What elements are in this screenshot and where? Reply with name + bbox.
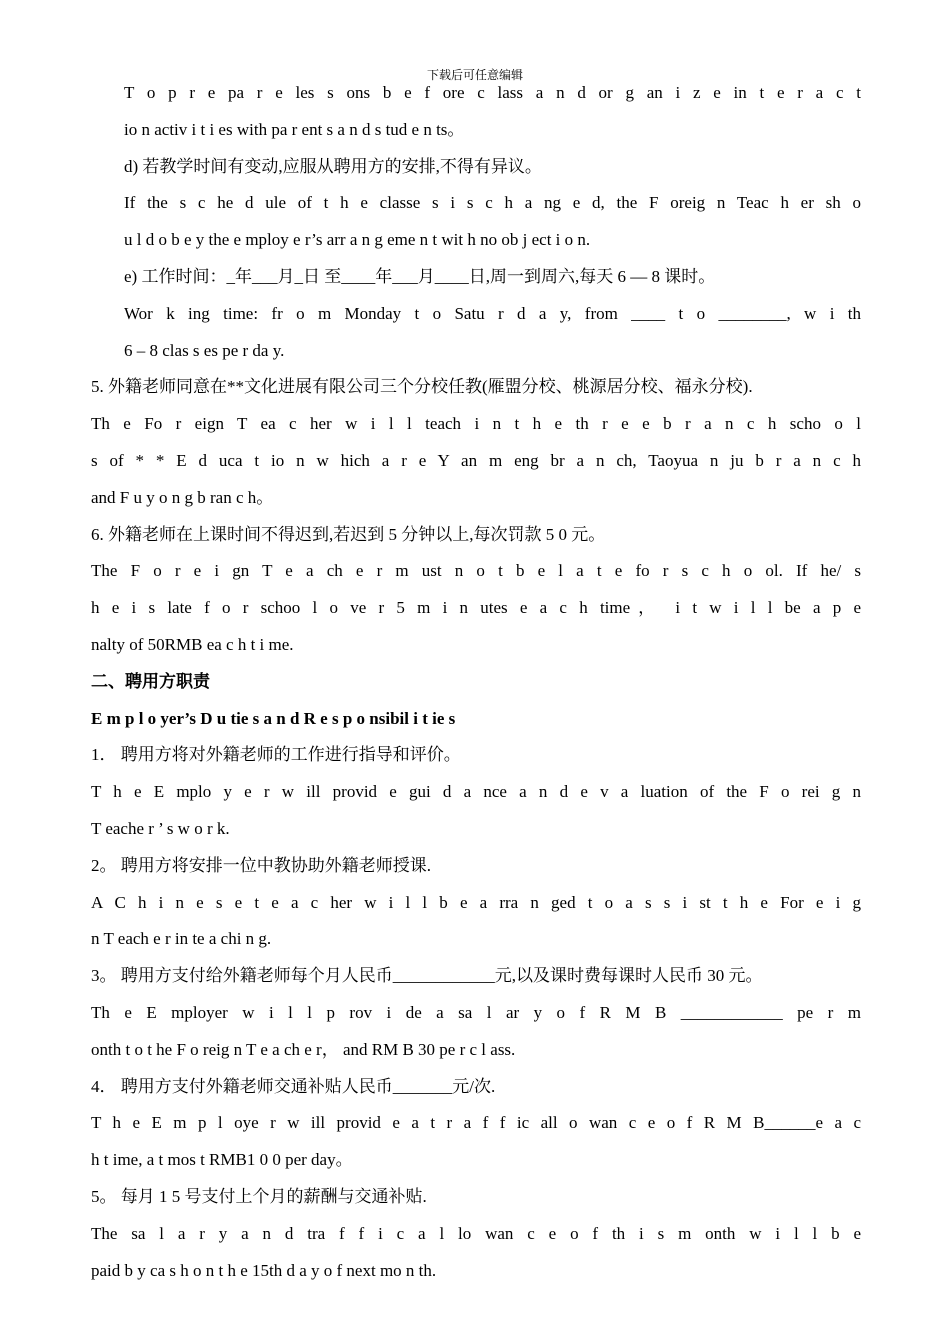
document-body [91,75,861,1289]
section-heading: 二、聘用方职责 [91,671,210,691]
section-heading-en: E m p l o yer’s D u tie s a n d R e s p o nsibil i t ie s [91,708,456,728]
text-line: onth t o t he F o reig n T e a ch e r， and RM B 30 pe r c l ass. [91,1039,516,1059]
page-header: 下载后可任意编辑 [426,68,523,82]
text-line: e) 工作时间：_年___月_日 至____年___月____日,周一到周六,每天 6 — 8 课时。 [124,266,716,286]
text-line: h t ime, a t mos t RMB1 0 0 per day。 [91,1150,353,1170]
text-line: s of * * E d uca t io n w hich a r e Y an m eng br a n ch, Taoyua n ju b r a n c h [91,450,861,470]
text-line: The F o r e i gn T e a ch e r m ust n o t b e l a t e fo r s c h o ol. If he/ s [91,561,861,581]
text-line: 2。 聘用方将安排一位中教协助外籍老师授课. [91,855,431,875]
text-line: 3。 聘用方支付给外籍老师每个月人民币____________元,以及课时费每课时人民币 30 元。 [91,966,763,986]
text-line: d) 若教学时间有变动,应服从聘用方的安排,不得有异议。 [124,156,542,176]
text-line: paid b y ca s h o n t h e 15th d a y o f next mo n th. [91,1260,437,1280]
text-line: T o p r e pa r e les s ons b e f ore c lass a n d or g an i z e in t e r a c t [124,83,861,102]
text-line: Th e E mployer w i l l p rov i de a sa l ar y o f R M B ____________ pe r m [91,1002,861,1022]
text-line: A C h i n e s e t e a c her w i l l b e a rra n ged t o a s s i st t h e For e i g [91,892,861,912]
text-line: T eache r ’ s w o r k. [91,818,230,838]
text-line: and F u y o n g b ran c h。 [91,487,274,507]
text-line: Th e Fo r eign T ea c her w i l l teach i n t h e th r e e b r a n c h scho o l [91,414,861,434]
text-line: 5。 每月 1 5 号支付上个月的薪酬与交通补贴. [91,1186,427,1206]
text-line: 1． 聘用方将对外籍老师的工作进行指导和评价。 [91,745,461,765]
text-line: io n activ i t i es with pa r ent s a n d s tud e n ts。 [124,119,465,139]
text-line: Wor k ing time: fr o m Monday t o Satu r d a y, from ____ t o ________, w i th [124,303,861,323]
text-line: The sa l a r y a n d tra f f i c a l lo wan c e o f th i s m onth w i l l b e [91,1223,861,1243]
text-line: 5. 外籍老师同意在**文化进展有限公司三个分校任教(雁盟分校、桃源居分校、福永分校). [91,377,753,397]
text-line: 4． 聘用方支付外籍老师交通补贴人民币_______元/次. [91,1076,496,1096]
text-line: u l d o b e y the e mploy e r’s arr a n g eme n t wit h no ob j ect i o n. [124,230,591,250]
text-line: h e i s late f o r schoo l o ve r 5 m i n utes e a c h time， i t w i l l be a p e [91,598,861,618]
text-line: T h e E m p l oye r w ill provid e a t r a f f ic all o wan c e o f R M B______e a c [91,1113,861,1133]
text-line: If the s c he d ule of t h e classe s i s c h a ng e d, the F oreig n Teac h er sh o [124,193,861,213]
text-line: 6 – 8 clas s es pe r da y. [124,340,285,360]
text-line: T h e E mplo y e r w ill provid e gui d a nce a n d e v a luation of the F o rei g n [91,782,861,802]
text-line: 6. 外籍老师在上课时间不得迟到,若迟到 5 分钟以上,每次罚款 5 0 元。 [91,524,606,544]
text-line: nalty of 50RMB ea c h t i me. [91,634,294,654]
text-line: n T each e r in te a chi n g. [91,929,272,949]
